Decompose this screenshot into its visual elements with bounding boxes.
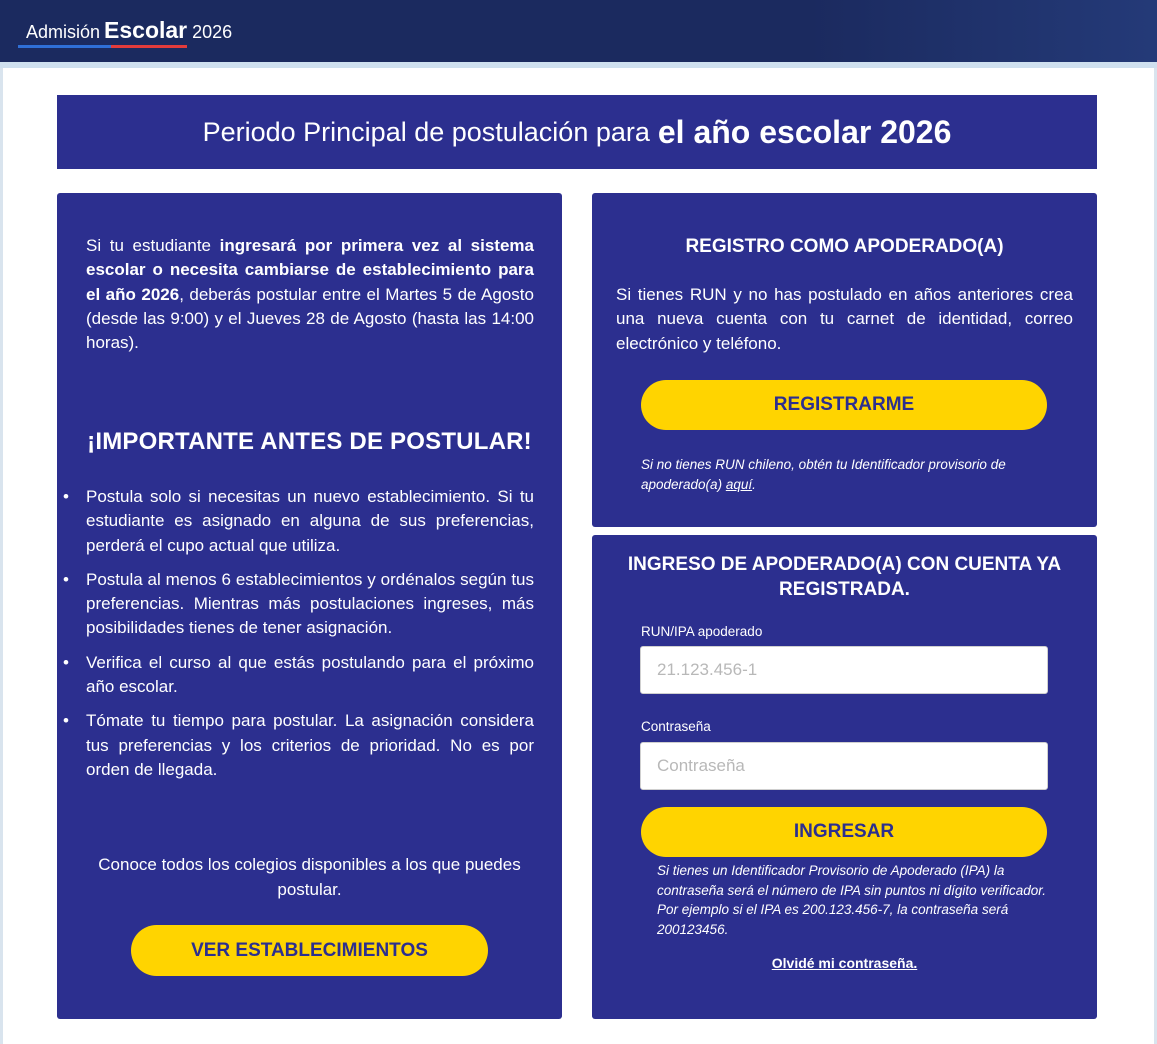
tip-item: • Tómate tu tiempo para postular. La asignación considera tus preferencias y los criterios de prioridad. No es por orden de llegada. [86,709,534,782]
tip-item: • Postula solo si necesitas un nuevo establecimiento. Si tu estudiante es asignado en alguna de sus preferencias, perderá el cupo actual que utiliza. [86,485,534,558]
banner-title-normal: Periodo Principal de postulación para [202,116,650,147]
logo-word-escolar: Escolar [104,17,188,43]
register-description: Si tienes RUN y no has postulado en años anteriores crea una nueva cuenta con tu carnet de identidad, correo electrónico y teléfono. [616,285,1073,353]
important-heading: ¡IMPORTANTE ANTES DE POSTULAR! [87,428,532,455]
intro-text-start: Si tu estudiante [86,236,220,255]
password-label: Contraseña [641,719,711,734]
banner-title-bold: el año escolar 2026 [657,113,952,150]
run-input[interactable] [640,646,1048,694]
admision-escolar-logo[interactable] [26,17,232,47]
logo-word-admision: Admisión [26,22,101,42]
ipa-link[interactable]: aquí [725,476,753,492]
run-label: RUN/IPA apoderado [641,624,763,639]
info-panel [57,193,562,1019]
intro-paragraph [86,234,534,355]
forgot-password-link[interactable]: Olvidé mi contraseña. [771,955,918,971]
password-input[interactable] [640,742,1048,790]
tip-item: • Postula al menos 6 establecimientos y ordénalos según tus preferencias. Mientras más postulaciones ingreses, más posibilidades tienes de tener asignación. [86,568,534,641]
register-note [641,455,1051,494]
login-panel [592,535,1097,1019]
register-panel [592,193,1097,527]
register-note-end: . [752,476,756,492]
intro-text-end: , deberás postular entre el Martes 5 de Agosto (desde las 9:00) y el Jueves 28 de Agosto (hasta las 14:00 horas). [86,284,534,353]
ipa-password-note: Si tienes un Identificador Provisorio de Apoderado (IPA) la contraseña será el número de IPA sin puntos ni dígito verificador. Por ejemplo si el IPA es 200.123.456-7, la contraseña será 200123456. [657,863,1046,937]
top-header-bar [0,0,1157,62]
login-button[interactable]: INGRESAR [641,807,1047,857]
schools-info-text: Conoce todos los colegios disponibles a los que puedes postular. [98,855,521,899]
intro-text-bold: ingresará por primera vez al sistema escolar o necesita cambiarse de establecimiento para el año 2026 [86,236,534,304]
register-note-text: Si no tienes RUN chileno, obtén tu Identificador provisorio de apoderado(a) [641,457,1006,492]
register-button[interactable]: REGISTRARME [641,380,1047,430]
page-title-banner [57,95,1097,169]
view-schools-button[interactable]: VER ESTABLECIMIENTOS [131,925,488,976]
login-title: INGRESO DE APODERADO(A) CON CUENTA YA REGISTRADA. [627,554,1062,600]
register-title: REGISTRO COMO APODERADO(A) [685,236,1004,257]
logo-year: 2026 [192,22,233,42]
tips-list [86,485,534,792]
tip-item: • Verifica el curso al que estás postulando para el próximo año escolar. [86,651,534,700]
